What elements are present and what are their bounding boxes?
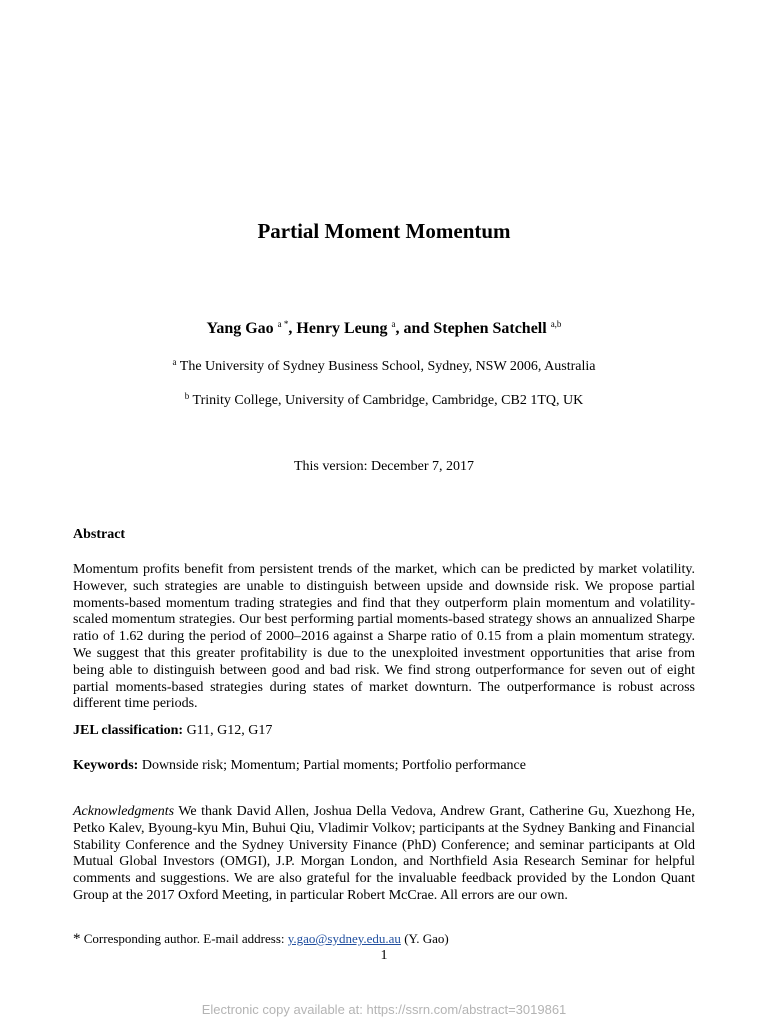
corresponding-author-footnote (73, 931, 695, 948)
author-name: Henry Leung (296, 320, 388, 337)
acknowledgments (73, 804, 695, 905)
affiliation-mark: b (184, 391, 190, 401)
keywords (73, 758, 695, 774)
acknowledgments-label: Acknowledgments (73, 804, 175, 819)
affiliation-mark: a (172, 357, 177, 367)
affiliation-text: Trinity College, University of Cambridge, Cambridge, CB2 1TQ, UK (192, 393, 584, 408)
keywords-value: Downside risk; Momentum; Partial moments; Portfolio performance (141, 758, 526, 773)
version-date: This version: December 7, 2017 (293, 459, 474, 474)
footnote-prefix: Corresponding author. E-mail address: (83, 931, 285, 946)
affiliation-text: The University of Sydney Business School, Sydney, NSW 2006, Australia (179, 359, 596, 374)
email-link[interactable]: y.gao@sydney.edu.au (287, 931, 401, 946)
acknowledgments-text: We thank David Allen, Joshua Della Vedova, Andrew Grant, Catherine Gu, Xuezhong He, Petko Kalev, Byoung-kyu Min, Buhui Qiu, Vladimir Volkov; participants at the Sydney Banking and Financial Stability Conference and the Sydney University Finance (PhD) Conference; and seminar participants at Old Mutual Global Investors (OMGI), J.P. Morgan London, and Northfield Asia Research Seminar for helpful comments and suggestions. We are also grateful for the invaluable feedback provided by the London Quant Group at the 2017 Oxford Meeting, in particular Robert McCrae. All errors are our own. (73, 804, 696, 903)
author-name: Yang Gao (206, 320, 274, 337)
affiliation-b (0, 393, 768, 409)
author-list: Yang Gao $^{a *}$, Henry Leung $^a$, and Stephen Satchell $^{a,b}$ (206, 319, 562, 337)
author-affiliation-mark: a (391, 319, 396, 329)
abstract-heading: Abstract (73, 527, 126, 542)
keywords-label: Keywords: (73, 758, 139, 773)
author-name: Stephen Satchell (433, 320, 547, 337)
abstract-text: Momentum profits benefit from persistent trends of the market, which can be predicted by market volatility. However, such strategies are unable to distinguish between upside and downside risk. We propose partial moments-based momentum trading strategies and find that they outperform plain momentum and volatility-scaled momentum strategies. Our best performing partial moments-based strategy shows an annualized Sharpe ratio of 1.62 during the period of 2000–2016 against a Sharpe ratio of 0.15 from a plain momentum strategy. We suggest that this greater profitability is due to the unexploited investment opportunities that arise from being able to distinguish between good and bad risk. We find strong outperformance for seven out of eight partial moments-based strategies during states of market downturn. The outperformance is robust across different time periods. (73, 562, 695, 712)
jel-value: G11, G12, G17 (186, 723, 273, 738)
footnote-suffix: (Y. Gao) (404, 931, 449, 946)
ssrn-watermark: Electronic copy available at: https://ssrn.com/abstract=3019861 (201, 1002, 567, 1017)
author-conjunction: and (403, 320, 430, 337)
footnote-mark: * (73, 931, 81, 947)
page-number: 1 (380, 948, 388, 963)
author-affiliation-mark: a * (277, 319, 289, 329)
author-affiliation-mark: a,b (550, 319, 562, 329)
affiliation-a (0, 359, 768, 375)
jel-label: JEL classification: (73, 723, 184, 738)
paper-title: Partial Moment Momentum (257, 219, 511, 243)
jel-classification (73, 723, 695, 739)
